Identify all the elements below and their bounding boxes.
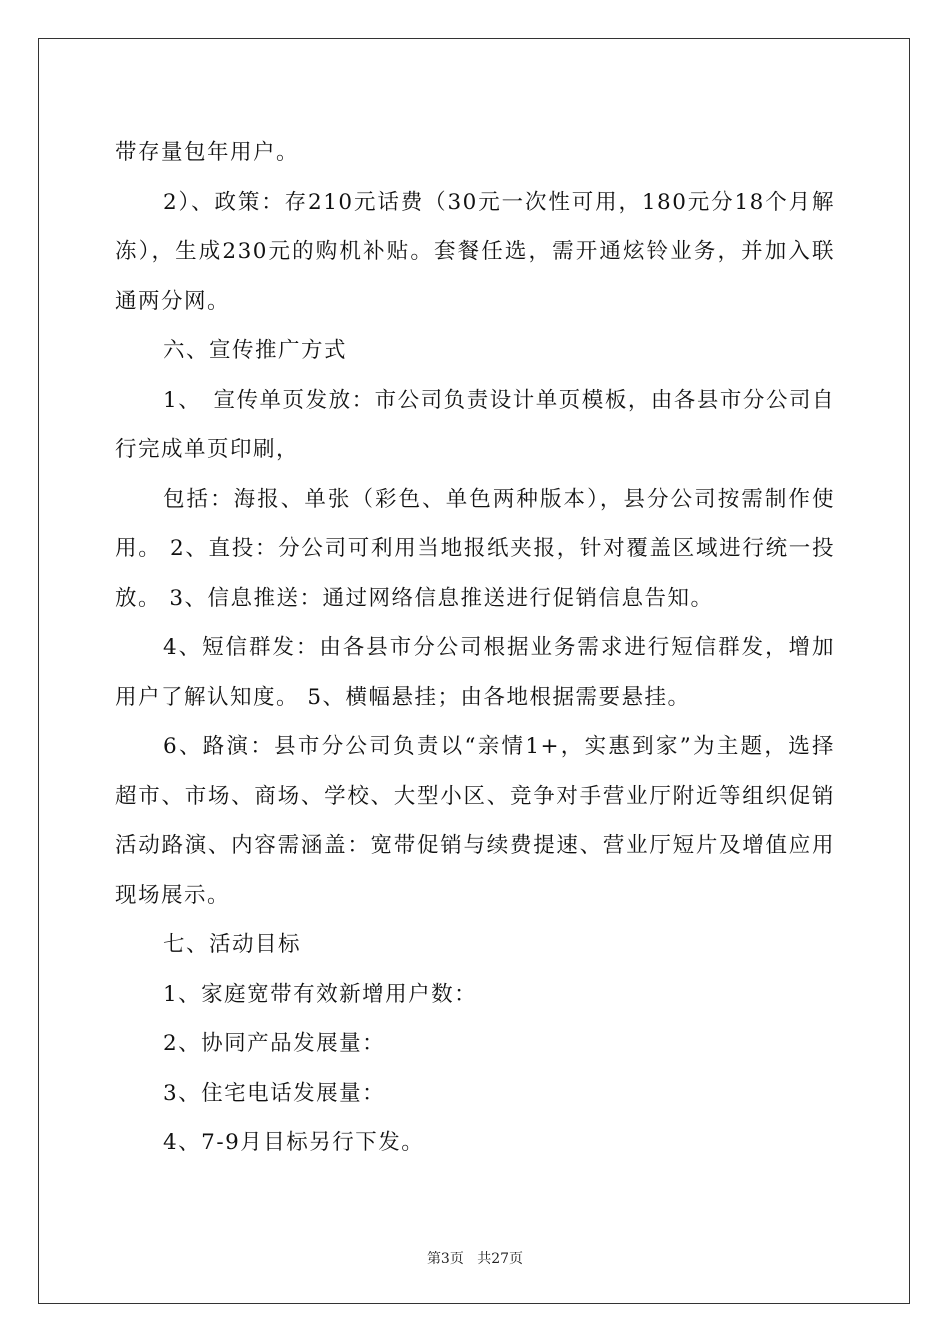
page-number: 第3页	[426, 1251, 464, 1267]
section-heading: 六、宣传推广方式	[163, 338, 348, 363]
paragraph: 6、路演：县市分公司负责以“亲情1+，实惠到家”为主题，选择超市、市场、商场、学校、大型小区、竞争对手营业厅附近等组织促销活动路演、内容需涵盖：宽带促销与续费提速、营业厅短片及增值应用现场展示。	[115, 734, 835, 908]
paragraph: 1、 宣传单页发放：市公司负责设计单页模板，由各县市分公司自行完成单页印刷，	[115, 387, 835, 462]
page-total: 共27页	[477, 1251, 524, 1267]
document-body	[115, 128, 835, 1168]
paragraph: 包括：海报、单张（彩色、单色两种版本），县分公司按需制作使用。 2、直投：分公司可利用当地报纸夹报，针对覆盖区域进行统一投放。 3、信息推送：通过网络信息推送进行促销信息告知。	[115, 486, 835, 611]
list-item: 3、住宅电话发展量：	[163, 1080, 386, 1106]
paragraph: 4、短信群发：由各县市分公司根据业务需求进行短信群发，增加用户了解认知度。 5、横幅悬挂；由各地根据需要悬挂。	[115, 635, 835, 710]
list-item: 4、7-9月目标另行下发。	[163, 1130, 425, 1155]
paragraph: 带存量包年用户。	[115, 140, 300, 165]
page-footer	[0, 1248, 950, 1268]
list-item: 2、协同产品发展量：	[163, 1031, 386, 1056]
list-item: 1、家庭宽带有效新增用户数：	[163, 981, 478, 1007]
paragraph: 2）、政策：存210元话费（30元一次性可用，180元分18个月解冻），生成230元的购机补贴。套餐任选，需开通炫铃业务，并加入联通两分网。	[115, 189, 835, 314]
section-heading: 七、活动目标	[163, 932, 302, 957]
